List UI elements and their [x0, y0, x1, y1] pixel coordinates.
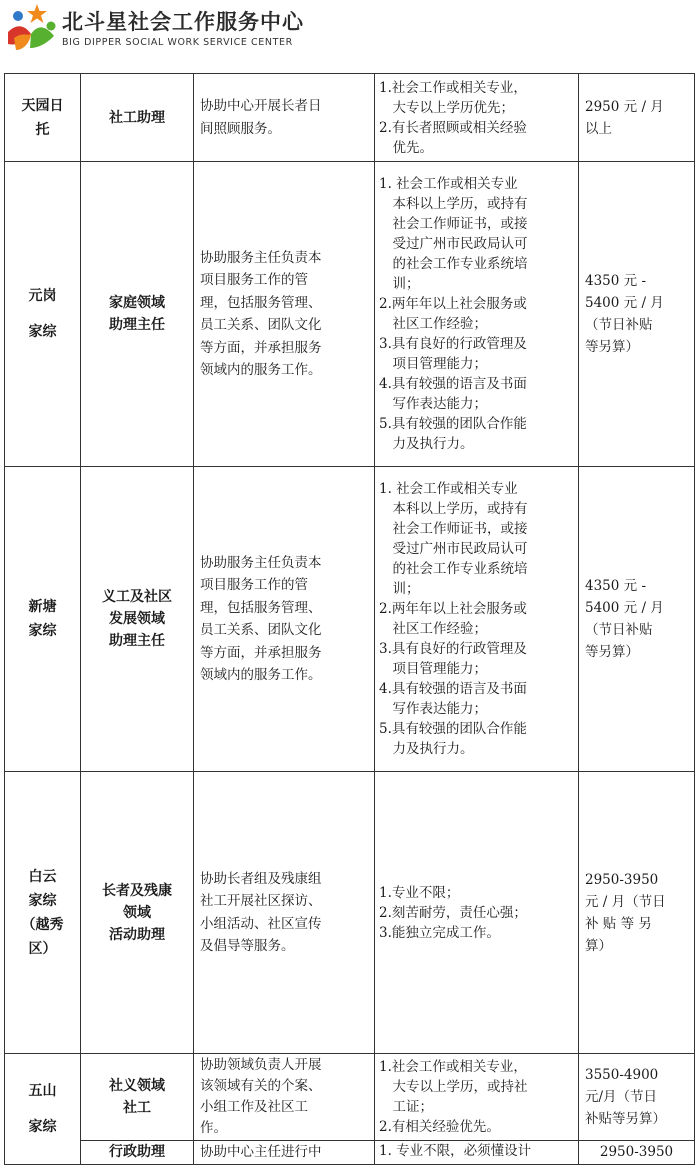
requirement-line: 社区工作经验；	[379, 316, 487, 332]
requirement-line: 本科以上学历，或持有	[379, 196, 528, 212]
salary-cell	[579, 772, 695, 1054]
salary-cell	[579, 162, 695, 467]
center-name-line: 家综	[28, 623, 57, 639]
role-cell	[81, 772, 194, 1054]
salary-line: 算）	[585, 937, 612, 954]
requirement-line: 力及执行力。	[379, 741, 474, 757]
center-name-line: 家综	[28, 1119, 57, 1135]
requirement-line: 1. 社会工作或相关专业	[379, 176, 518, 192]
requirements-cell	[375, 162, 579, 467]
duty-cell	[194, 467, 375, 772]
center-name-line: 新塘	[28, 599, 57, 615]
salary-line: 等另算）	[585, 339, 639, 355]
role-name-line: 发展领域	[109, 611, 165, 627]
org-name-en: BIG DIPPER SOCIAL WORK SERVICE CENTER	[62, 37, 293, 48]
requirements-cell	[375, 1054, 579, 1141]
role-cell	[81, 1054, 194, 1141]
requirement-line: 的社会工作专业系统培	[379, 256, 528, 272]
duty-line: 协助中心主任进行中	[200, 1144, 322, 1160]
requirement-line: 5.具有较强的团队合作能	[379, 416, 527, 432]
duty-line: 项目服务工作的管	[200, 577, 308, 593]
role-name-line: 家庭领域	[109, 295, 165, 311]
requirement-line: 大专以上学历优先；	[379, 99, 514, 116]
role-name-line: 领域	[123, 904, 151, 921]
duty-line: 员工关系、团队文化	[200, 622, 322, 638]
center-name-line: 白云	[28, 868, 57, 885]
duty-line: 协助领域负责人开展	[200, 1057, 322, 1073]
requirements-cell	[375, 772, 579, 1054]
duty-line: 作。	[200, 1120, 227, 1136]
duty-line: 员工关系、团队文化	[200, 317, 322, 333]
requirement-line: 受过广州市民政局认可	[379, 541, 528, 557]
requirement-line: 大专以上学历，或持社	[379, 1079, 528, 1095]
table-row	[5, 772, 695, 1054]
requirement-line: 5.具有较强的团队合作能	[379, 721, 527, 737]
salary-line: 补贴等另算）	[585, 1111, 666, 1127]
center-cell	[5, 772, 81, 1054]
big-dipper-logo-icon	[4, 2, 60, 54]
requirement-line: 工证；	[379, 1099, 433, 1115]
duty-line: 理，包括服务管理、	[200, 599, 322, 616]
job-listing-table	[4, 73, 695, 1165]
salary-line: 5400 元 / 月	[585, 295, 664, 311]
duty-line: 小组活动、社区宣传	[200, 915, 322, 932]
role-name-line: 义工及社区	[102, 589, 172, 605]
salary-line: 2950-3950	[599, 1144, 674, 1160]
role-cell	[81, 467, 194, 772]
salary-line: 3550-4900	[585, 1067, 659, 1083]
center-name-line: 家综	[28, 324, 57, 340]
role-name-line: 助理主任	[109, 633, 165, 649]
salary-line: 元/月（节日	[585, 1089, 658, 1105]
salary-line: 以上	[585, 120, 612, 137]
salary-cell	[579, 1141, 695, 1165]
duty-line: 协助中心开展长者日	[200, 98, 322, 114]
requirement-line: 1. 社会工作或相关专业	[379, 481, 518, 497]
salary-line: 4350 元 -	[585, 273, 647, 289]
salary-line: （节日补贴	[585, 317, 653, 333]
duty-line: 该领域有关的个案、	[200, 1078, 322, 1094]
requirement-line: 2.有长者照顾或相关经验	[379, 119, 527, 136]
center-cell	[5, 1054, 81, 1165]
table-row	[5, 467, 695, 772]
requirement-line: 1. 专业不限，必须懂设计	[379, 1143, 532, 1159]
page-header	[0, 0, 700, 58]
requirement-line: 受过广州市民政局认可	[379, 236, 528, 252]
role-name-line: 社工	[123, 1100, 151, 1116]
requirement-line: 2.两年年以上社会服务或	[379, 601, 527, 617]
salary-cell	[579, 467, 695, 772]
center-name-line: （越秀	[21, 916, 64, 933]
requirement-line: 优先。	[379, 139, 433, 156]
requirement-line: 3.具有良好的行政管理及	[379, 641, 527, 657]
duty-line: 领域内的服务工作。	[200, 362, 322, 378]
requirement-line: 1.社会工作或相关专业，	[379, 1059, 527, 1075]
salary-line: 等另算）	[585, 644, 639, 660]
requirement-line: 社会工作师证书，或接	[379, 216, 528, 232]
role-name-line: 活动助理	[109, 926, 165, 943]
requirement-line: 1.社会工作或相关专业，	[379, 79, 527, 96]
requirement-line: 写作表达能力；	[379, 701, 487, 717]
duty-line: 等方面，并承担服务	[200, 644, 322, 661]
duty-line: 协助长者组及残康组	[200, 870, 322, 887]
role-cell	[81, 74, 194, 162]
duty-cell	[194, 1054, 375, 1141]
requirement-line: 2.刻苦耐劳，责任心强；	[379, 904, 527, 921]
duty-line: 等方面，并承担服务	[200, 339, 322, 356]
center-cell	[5, 74, 81, 162]
table-row	[5, 1141, 695, 1165]
requirements-cell	[375, 1141, 579, 1165]
duty-line: 领域内的服务工作。	[200, 667, 322, 683]
requirement-line: 1.专业不限；	[379, 884, 460, 901]
salary-line: （节日补贴	[585, 622, 653, 638]
duty-line: 社工开展社区探访、	[200, 893, 322, 909]
center-name-line: 五山	[28, 1083, 57, 1099]
salary-line: 2950-3950	[585, 871, 659, 888]
center-name-line: 托	[35, 121, 50, 138]
duty-cell	[194, 772, 375, 1054]
role-name-line: 助理主任	[109, 317, 165, 333]
center-name-line: 天园日	[21, 97, 64, 114]
duty-line: 小组工作及社区工	[200, 1099, 308, 1115]
requirement-line: 2.有相关经验优先。	[379, 1119, 500, 1135]
duty-cell	[194, 162, 375, 467]
salary-line: 5400 元 / 月	[585, 600, 664, 616]
duty-line: 项目服务工作的管	[200, 272, 308, 288]
salary-cell	[579, 1054, 695, 1141]
requirement-line: 训；	[379, 581, 420, 597]
requirement-line: 2.两年年以上社会服务或	[379, 296, 527, 312]
duty-cell	[194, 1141, 375, 1165]
role-name-line: 行政助理	[109, 1144, 165, 1160]
center-name-line: 区）	[28, 940, 57, 957]
role-name-line: 社工助理	[109, 109, 165, 126]
requirements-cell	[375, 467, 579, 772]
duty-cell	[194, 74, 375, 162]
salary-cell	[579, 74, 695, 162]
duty-line: 及倡导等服务。	[200, 938, 295, 954]
role-cell	[81, 162, 194, 467]
salary-line: 补 贴 等 另	[585, 915, 652, 932]
role-name-line: 长者及残康	[102, 882, 172, 899]
requirement-line: 社区工作经验；	[379, 621, 487, 637]
duty-line: 理，包括服务管理、	[200, 294, 322, 311]
salary-line: 4350 元 -	[585, 578, 647, 594]
duty-line: 间照顾服务。	[200, 120, 281, 137]
table-row	[5, 74, 695, 162]
center-name-line: 家综	[28, 892, 57, 909]
requirement-line: 社会工作师证书，或接	[379, 521, 528, 537]
requirement-line: 4.具有较强的语言及书面	[379, 376, 527, 392]
requirement-line: 写作表达能力；	[379, 396, 487, 412]
requirement-line: 力及执行力。	[379, 436, 474, 452]
requirement-line: 训；	[379, 276, 420, 292]
center-name-line: 元岗	[28, 288, 57, 304]
duty-line: 协助服务主任负责本	[200, 249, 322, 266]
table-row	[5, 162, 695, 467]
org-name-cn: 北斗星社会工作服务中心	[62, 10, 304, 34]
requirement-line: 4.具有较强的语言及书面	[379, 681, 527, 697]
requirement-line: 3.具有良好的行政管理及	[379, 336, 527, 352]
requirement-line: 项目管理能力；	[379, 661, 487, 677]
requirement-line: 项目管理能力；	[379, 356, 487, 372]
center-cell	[5, 467, 81, 772]
salary-line: 2950 元 / 月	[585, 98, 664, 115]
duty-line: 协助服务主任负责本	[200, 554, 322, 571]
table-row	[5, 1054, 695, 1141]
requirements-cell	[375, 74, 579, 162]
role-cell	[81, 1141, 194, 1165]
requirement-line: 本科以上学历，或持有	[379, 501, 528, 517]
salary-line: 元 / 月（节日	[585, 893, 666, 910]
requirement-line: 的社会工作专业系统培	[379, 561, 528, 577]
role-name-line: 社义领域	[109, 1078, 165, 1094]
requirement-line: 3.能独立完成工作。	[379, 924, 500, 941]
center-cell	[5, 162, 81, 467]
